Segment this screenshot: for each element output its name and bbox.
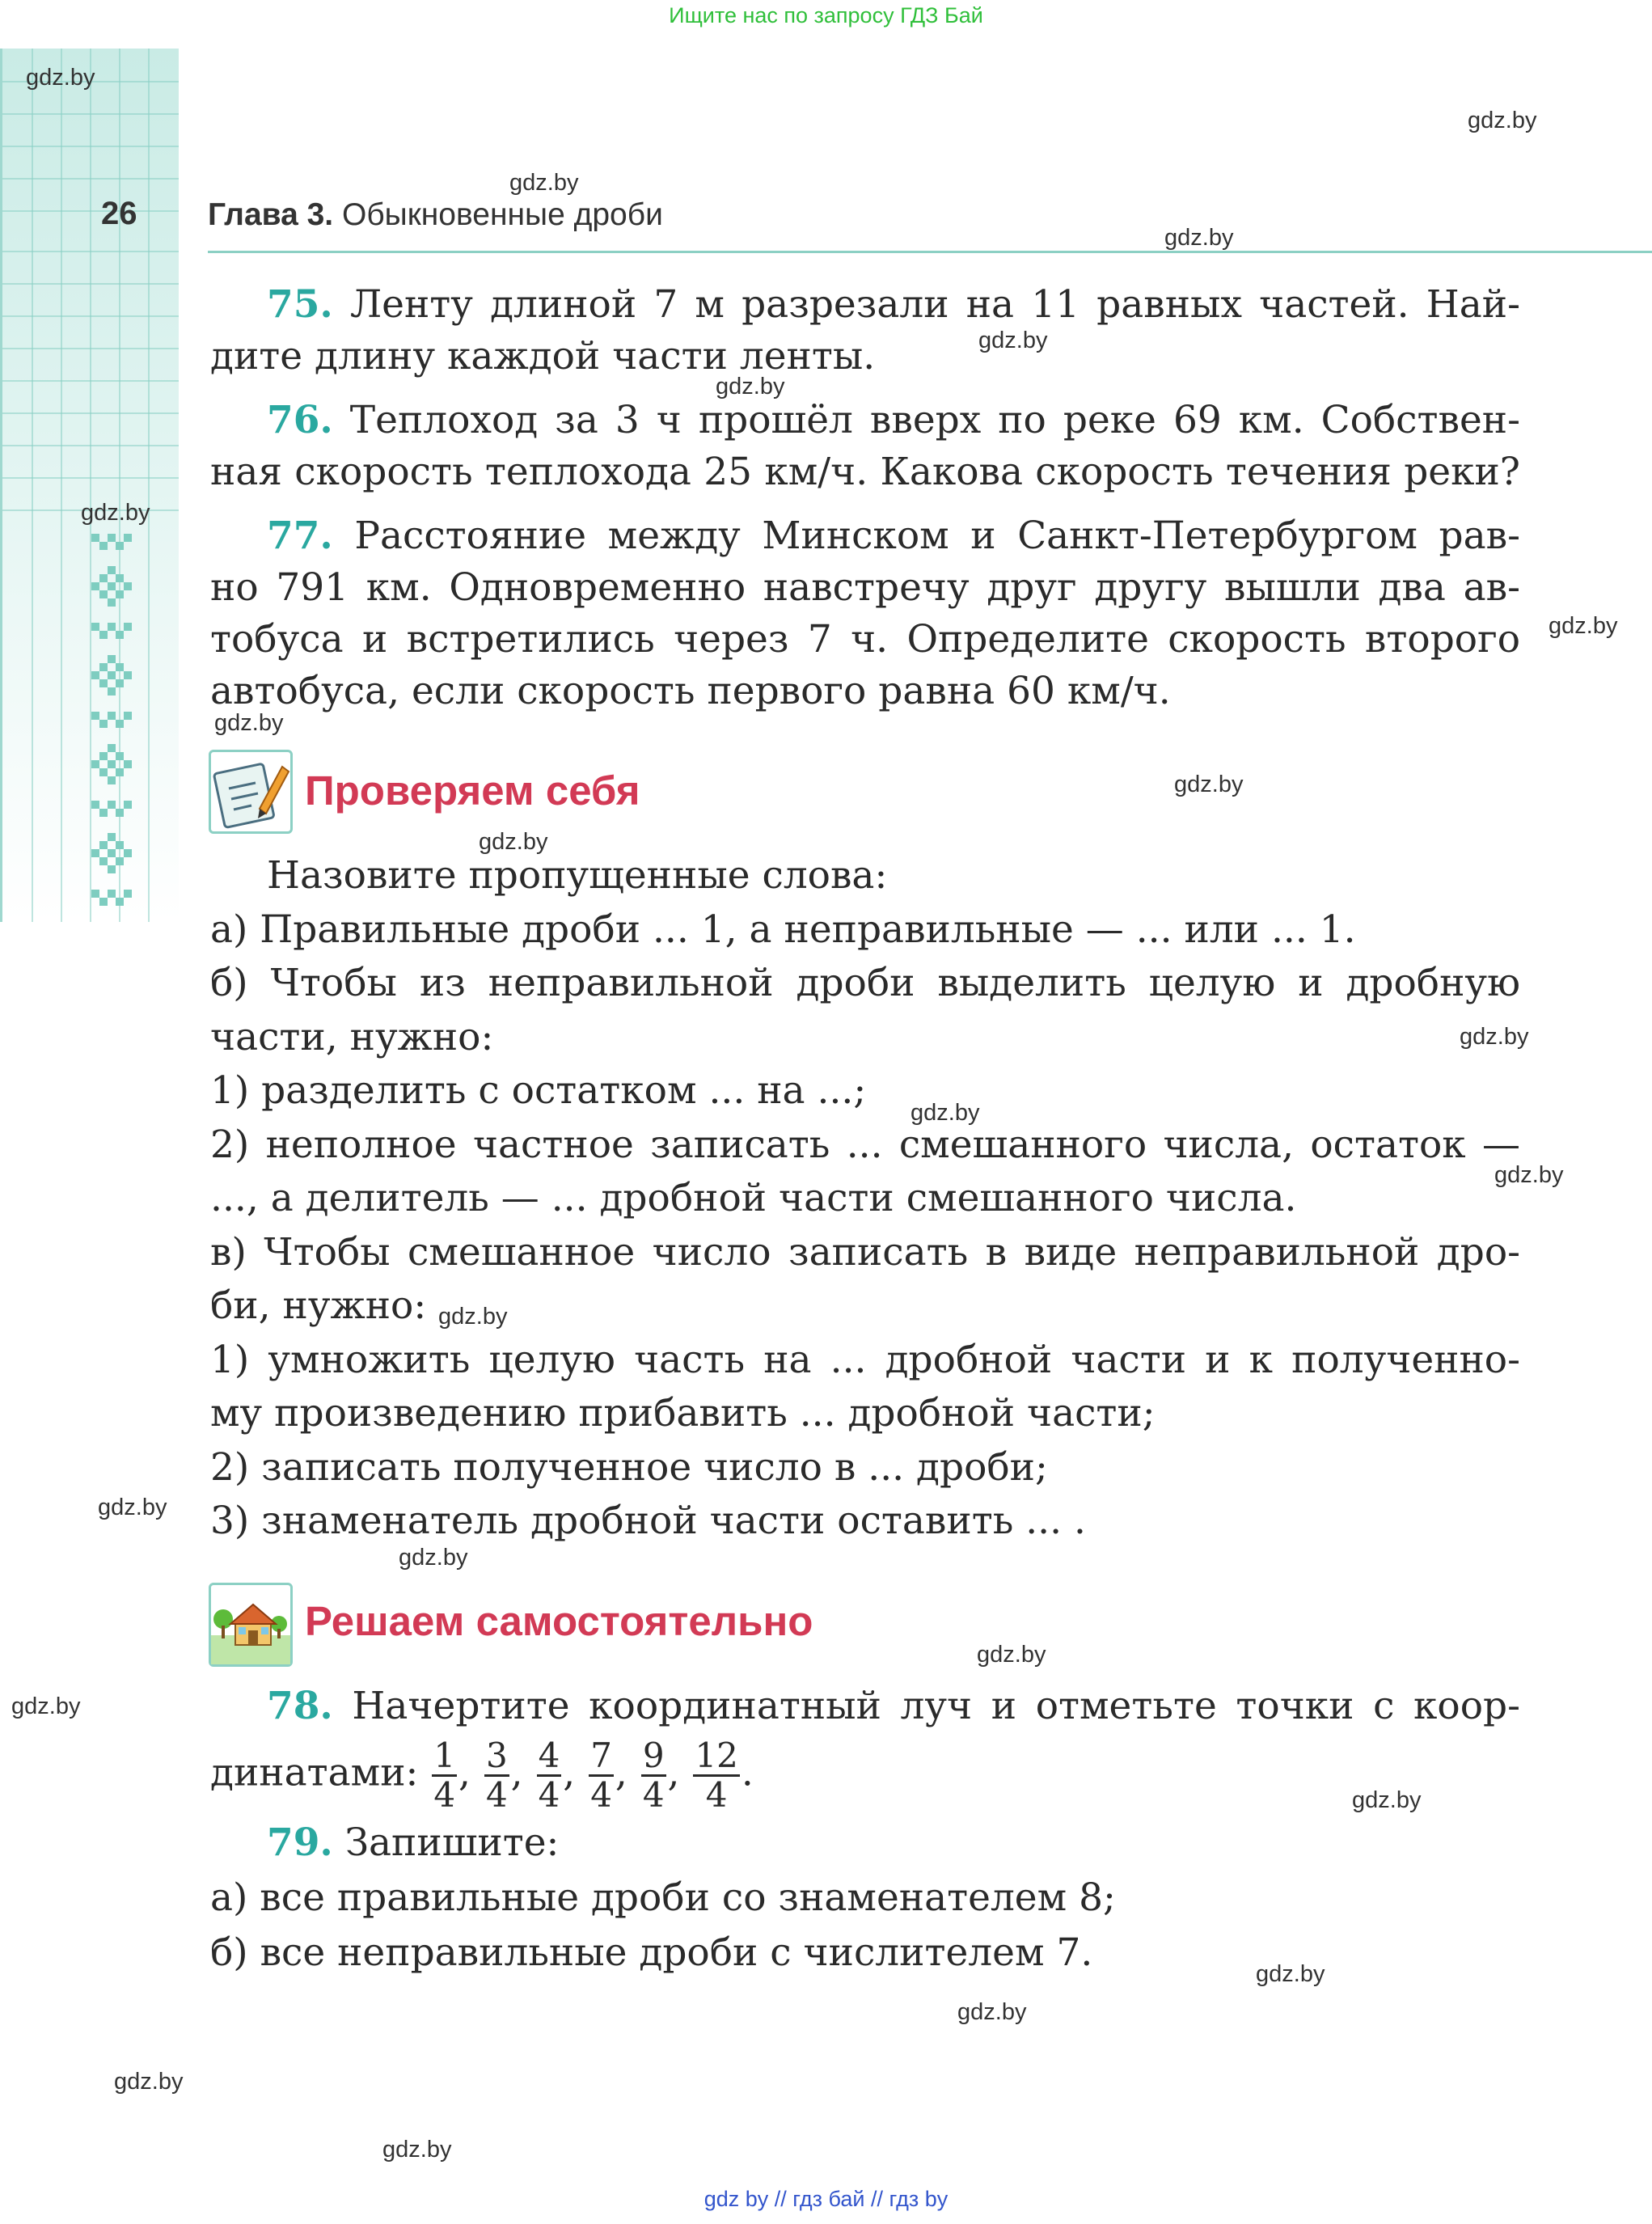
watermark: gdz.by [977,1642,1046,1668]
fractions-line: динатами: $\frac{1}{4}$ , $\frac{3}{4}$ , $\frac{4}{4}$ , $\frac{7}{4}$ , $\frac{9}{4}$ , $\frac{12}{4}$ . [210,1736,754,1815]
task-number: 75. [267,282,333,327]
check-line: 2) неполное частное записать ... смешанного числа, остаток — [210,1122,1520,1167]
check-line: Назовите пропущенные слова: [267,853,888,898]
fraction: $\frac{1}{4}$ [433,1736,456,1815]
check-line: би, нужно: [210,1283,427,1328]
watermark: gdz.by [1548,613,1618,639]
task-line: ная скорость теплохода 25 км/ч. Какова скорость течения реки? [210,450,1520,494]
fraction: $\frac{9}{4}$ [642,1736,665,1815]
check-heading: Проверяем себя [305,767,640,814]
task-line: б) все неправильные дроби с числителем 7. [210,1930,1093,1975]
side-pattern-band [0,49,179,922]
check-line: 1) разделить с остатком ... на ...; [210,1068,867,1113]
check-line: 3) знаменатель дробной части оставить ... . [210,1499,1086,1543]
task-line: автобуса, если скорость первого равна 60 км/ч. [210,669,1171,713]
watermark: gdz.by [98,1495,167,1520]
task-77 [210,510,1520,717]
check-line: 2) записать полученное число в ... дроби; [210,1444,1048,1490]
task-79 [210,1816,1520,1981]
check-line: ..., а делитель — ... дробной части смешанного числа. [210,1176,1297,1220]
task-line: тобуса и встретились через 7 ч. Определите скорость второго [210,617,1520,662]
chapter-title [208,197,663,233]
task-number: 76. [267,398,333,442]
watermark: gdz.by [114,2069,184,2095]
task-78 [210,1681,1520,1814]
task-line: дите длину каждой части ленты. [210,334,876,378]
task-line: Ленту длиной 7 м разрезали на 11 равных частей. Най- [349,282,1520,327]
watermark: gdz.by [1468,108,1537,133]
check-line: му произведению прибавить ... дробной части; [210,1391,1156,1435]
top-search-note: Ищите нас по запросу ГДЗ Бай [669,3,983,27]
watermark: gdz.by [1174,772,1244,797]
task-line: Начертите координатный луч и отметьте точки с коор- [352,1684,1520,1728]
bottom-links[interactable]: gdz by // гдз бай // гдз by [703,2187,949,2211]
task-line: но 791 км. Одновременно навстречу друг другу вышли два ав- [210,565,1520,610]
watermark: gdz.by [81,500,150,526]
check-line: а) Правильные дроби ... 1, а неправильные — ... или ... 1. [210,907,1356,952]
watermark: gdz.by [509,170,579,196]
watermark: gdz.by [1494,1162,1564,1188]
page-number: 26 [101,196,137,231]
fraction: $\frac{3}{4}$ [485,1736,508,1815]
task-line: Расстояние между Минском и Санкт-Петербургом рав- [354,514,1520,558]
solve-heading: Решаем самостоятельно [305,1598,813,1644]
house-icon [209,1583,293,1667]
check-icon [209,750,293,834]
task-76 [210,395,1520,498]
chapter-label: Глава 3. [208,197,334,232]
task-75 [210,279,1520,383]
ornament-pattern [91,534,140,914]
watermark: gdz.by [382,2137,452,2163]
check-line: в) Чтобы смешанное число записать в виде неправильной дро- [210,1229,1520,1275]
watermark: gdz.by [438,1304,508,1330]
fraction: $\frac{12}{4}$ [695,1736,738,1815]
task-number: 77. [267,514,333,558]
watermark: gdz.by [1256,1961,1325,1987]
header-rule [208,251,1652,253]
task-number: 79. [267,1820,333,1865]
watermark: gdz.by [479,829,548,855]
watermark: gdz.by [1460,1024,1529,1050]
fraction: $\frac{4}{4}$ [538,1736,560,1815]
check-list [210,849,1520,1549]
watermark: gdz.by [911,1100,980,1126]
check-line: б) Чтобы из неправильной дроби выделить целую и дробную [210,961,1520,1005]
chapter-name: Обыкновенные дроби [342,197,663,232]
watermark: gdz.by [1164,225,1234,251]
watermark: gdz.by [399,1545,468,1571]
watermark: gdz.by [26,65,95,91]
task-line: Теплоход за 3 ч прошёл вверх по реке 69 км. Собствен- [349,398,1520,442]
check-line: части, нужно: [210,1014,494,1059]
watermark: gdz.by [11,1693,81,1719]
task-number: 78. [267,1684,333,1728]
watermark: gdz.by [978,328,1048,353]
task-line: Запишите: [344,1820,560,1865]
watermark: gdz.by [716,374,785,400]
watermark: gdz.by [1352,1787,1422,1813]
check-line: 1) умножить целую часть на ... дробной части и к полученно- [210,1337,1520,1382]
watermark: gdz.by [214,710,284,736]
task-line: динатами: [210,1750,419,1795]
fraction: $\frac{7}{4}$ [590,1736,612,1815]
watermark: gdz.by [957,1999,1027,2025]
task-line: а) все правильные дроби со знаменателем 8; [210,1875,1116,1920]
